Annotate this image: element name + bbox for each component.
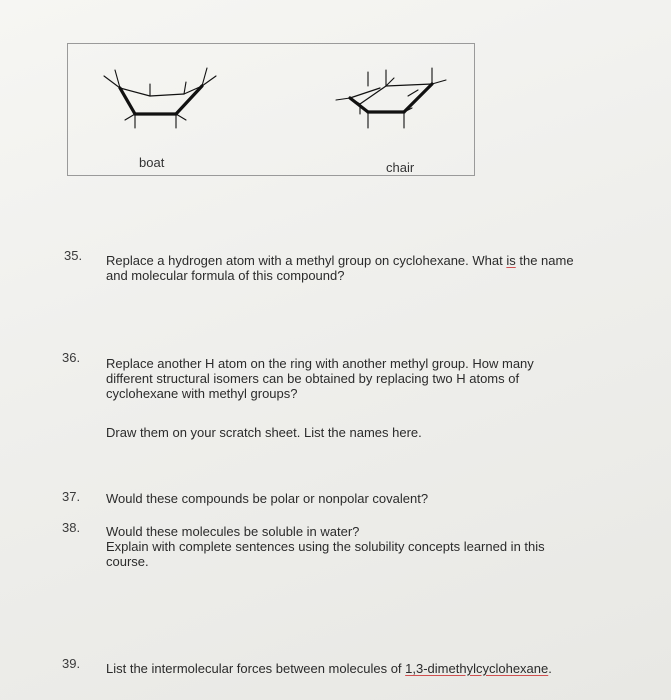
- question-38-line-1: Would these molecules be soluble in water?: [106, 524, 360, 539]
- boat-label: boat: [139, 155, 165, 170]
- question-number-39: 39.: [62, 656, 81, 671]
- question-36-line-1: Replace another H atom on the ring with another methyl group. How many: [106, 356, 534, 371]
- question-36-line-3: cyclohexane with methyl groups?: [106, 386, 298, 401]
- question-37-text: Would these compounds be polar or nonpolar covalent?: [106, 491, 429, 506]
- question-35-line-1-start: Replace a hydrogen atom with a methyl group on cyclohexane. What: [106, 253, 507, 268]
- question-36-line-2: different structural isomers can be obtained by replacing two H atoms of: [106, 371, 520, 386]
- question-number-35: 35.: [64, 248, 83, 263]
- spellcheck-underlined-word: is: [506, 253, 516, 268]
- spellcheck-underlined-compound: 1,3-dimethylcyclohexane: [405, 661, 549, 676]
- cyclohexane-conformations-drawing: [68, 44, 476, 177]
- question-39-text-start: List the intermolecular forces between molecules of: [106, 661, 406, 676]
- question-35-line-1: [106, 253, 646, 268]
- question-35-text: [106, 253, 646, 283]
- question-35-line-2: and molecular formula of this compound?: [106, 268, 345, 283]
- question-number-36: 36.: [62, 350, 81, 365]
- boat-conformation: [104, 68, 216, 128]
- conformation-figure: [67, 43, 475, 176]
- question-38-text: [106, 524, 646, 569]
- question-number-37: 37.: [62, 489, 81, 504]
- question-39-period: .: [548, 661, 552, 676]
- question-36-text: [106, 356, 646, 401]
- question-39-text: [106, 661, 646, 676]
- question-36-instruction: Draw them on your scratch sheet. List the names here.: [106, 425, 422, 440]
- question-number-38: 38.: [62, 520, 81, 535]
- question-35-line-1-end: the name: [515, 253, 574, 268]
- question-38-line-3: course.: [106, 554, 149, 569]
- chair-conformation: [336, 68, 446, 128]
- chair-label: chair: [386, 160, 415, 175]
- question-38-line-2: Explain with complete sentences using the solubility concepts learned in this: [106, 539, 545, 554]
